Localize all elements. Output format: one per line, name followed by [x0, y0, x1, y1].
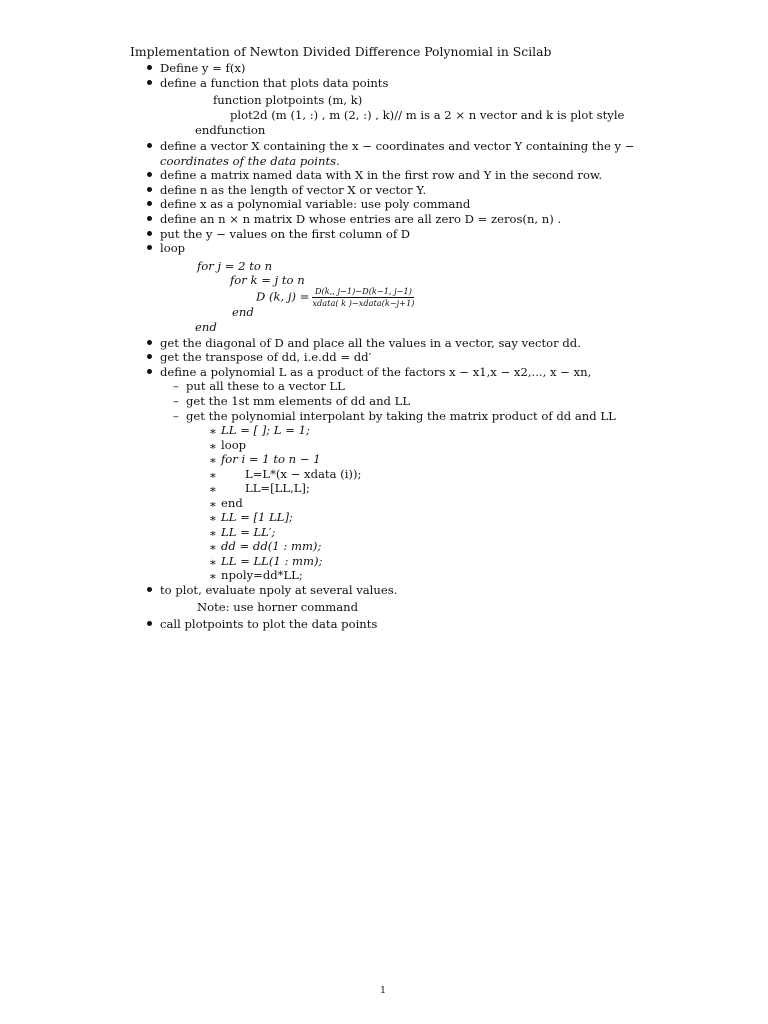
loop-line: for k = j to n: [230, 273, 305, 287]
list-item: [160, 350, 371, 364]
dash-icon: –: [173, 379, 179, 393]
bullet-icon: [147, 201, 152, 206]
asterisk-icon: ∗: [209, 511, 217, 525]
list-item: [160, 365, 591, 379]
bullet-icon: [147, 80, 152, 85]
sub-sub-item: [209, 554, 323, 569]
asterisk-icon: ∗: [209, 468, 217, 482]
loop-line: end: [232, 305, 254, 319]
sub-sub-item: [209, 510, 293, 525]
text: define a matrix named data with X in the first row and Y in the second row.: [160, 168, 603, 182]
text: loop: [221, 438, 247, 452]
list-item: [160, 183, 426, 197]
list-item: [160, 583, 397, 597]
formula-lhs: D (k, j) =: [256, 289, 310, 304]
text: define a vector X containing the x − coordinates and vector Y containing the y −: [160, 139, 635, 153]
sub-sub-item: [209, 525, 276, 540]
sub-sub-item: [209, 438, 247, 453]
asterisk-icon: ∗: [209, 540, 217, 554]
text: LL = [ ]; L = 1;: [221, 423, 310, 437]
code-line: plot2d (m (1, :) , m (2, :) , k)// m is a 2 × n vector and k is plot style: [230, 108, 625, 122]
formula-line: [256, 287, 414, 308]
text: get the transpose of dd, i.e.dd = dd′: [160, 350, 372, 364]
bullet-icon: [147, 621, 152, 626]
fraction-denominator: xdata( k )−xdata(k−j+1): [312, 298, 415, 308]
bullet-icon: [147, 231, 152, 236]
dash-icon: –: [173, 409, 179, 423]
text: define a function that plots data points: [160, 76, 389, 90]
text: LL = LL(1 : mm);: [221, 554, 323, 568]
text: put the y − values on the first column of D: [160, 227, 411, 241]
dash-icon: –: [173, 394, 179, 408]
text: end: [221, 496, 243, 510]
text: get the polynomial interpolant by taking the matrix product of dd and LL: [186, 409, 616, 423]
list-item: [160, 197, 470, 211]
bullet-icon: [147, 65, 152, 70]
text: call plotpoints to plot the data points: [160, 617, 378, 631]
bullet-icon: [147, 172, 152, 177]
loop-line: for j = 2 to n: [197, 259, 273, 273]
text: define n as the length of vector X or vector Y.: [160, 183, 427, 197]
bullet-icon: [147, 216, 152, 221]
sub-sub-item: [209, 423, 310, 438]
bullet-icon: [147, 187, 152, 192]
text: L=L*(x − xdata (i));: [245, 467, 362, 481]
sub-sub-item: [209, 452, 321, 467]
list-item: [160, 227, 410, 241]
sub-sub-item: [209, 496, 243, 511]
loop-line: end: [195, 320, 217, 334]
asterisk-icon: ∗: [209, 482, 217, 496]
sub-sub-item: [209, 539, 322, 554]
page-title: Implementation of Newton Divided Difference Polynomial in Scilab: [130, 44, 552, 59]
list-item: [160, 139, 634, 153]
bullet-icon: [147, 143, 152, 148]
text: for i = 1 to n − 1: [221, 452, 321, 466]
text: put all these to a vector LL: [186, 379, 345, 393]
list-item: [160, 336, 581, 350]
text: Define y = f(x): [160, 61, 246, 75]
asterisk-icon: ∗: [209, 497, 217, 511]
text: define an n × n matrix D whose entries are all zero D = zeros(n, n) .: [160, 212, 562, 226]
asterisk-icon: ∗: [209, 555, 217, 569]
asterisk-icon: ∗: [209, 439, 217, 453]
asterisk-icon: ∗: [209, 526, 217, 540]
list-item: [160, 76, 388, 90]
text: get the 1st mm elements of dd and LL: [186, 394, 411, 408]
asterisk-icon: ∗: [209, 424, 217, 438]
list-item: [160, 212, 561, 226]
text: dd = dd(1 : mm);: [221, 539, 322, 553]
bullet-icon: [147, 354, 152, 359]
text: define x as a polynomial variable: use poly command: [160, 197, 471, 211]
code-line: function plotpoints (m, k): [213, 93, 363, 107]
list-item: [160, 61, 245, 75]
text-continuation: coordinates of the data points.: [160, 154, 340, 168]
list-item: [160, 617, 377, 631]
sub-item: [173, 394, 411, 408]
sub-item: [173, 409, 616, 423]
text: define a polynomial L as a product of the factors x − x1,x − x2,..., x − xn,: [160, 365, 592, 379]
text: npoly=dd*LL;: [221, 568, 303, 582]
sub-item: [173, 379, 345, 393]
sub-sub-item: [209, 481, 310, 496]
note-line: Note: use horner command: [197, 600, 359, 614]
text: loop: [160, 241, 186, 255]
fraction-numerator: D(k,, j−1)−D(k−1, j−1): [312, 287, 414, 298]
text: to plot, evaluate npoly at several values.: [160, 583, 398, 597]
sub-sub-item: [209, 467, 362, 482]
bullet-icon: [147, 245, 152, 250]
sub-sub-item: [209, 568, 303, 583]
asterisk-icon: ∗: [209, 569, 217, 583]
asterisk-icon: ∗: [209, 453, 217, 467]
bullet-icon: [147, 369, 152, 374]
text: LL = LL′;: [221, 525, 276, 539]
page-number: 1: [380, 985, 387, 996]
text: LL=[LL,L];: [245, 481, 310, 495]
bullet-icon: [147, 340, 152, 345]
text: LL = [1 LL];: [221, 510, 293, 524]
list-item: [160, 241, 185, 255]
code-line: endfunction: [195, 123, 266, 137]
bullet-icon: [147, 587, 152, 592]
fraction: [312, 287, 414, 308]
list-item: [160, 168, 602, 182]
text: get the diagonal of D and place all the values in a vector, say vector dd.: [160, 336, 581, 350]
